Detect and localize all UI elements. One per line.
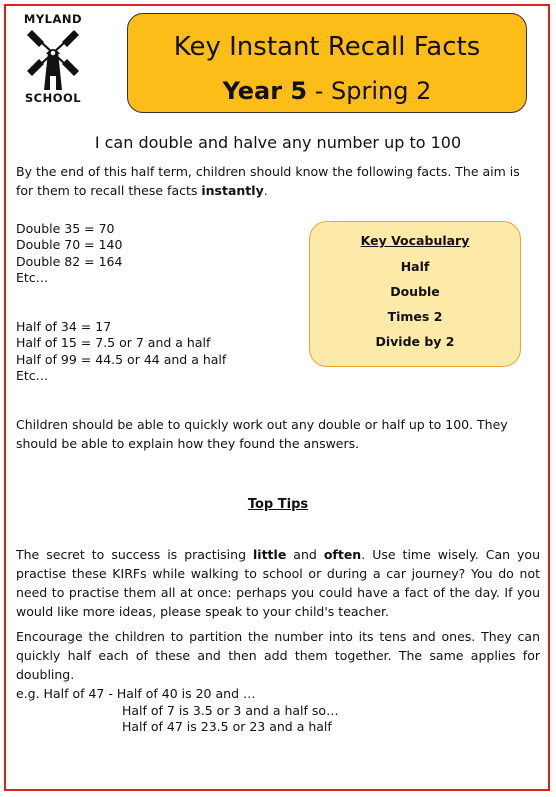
- intro-text: By the end of this half term, children should know the following facts. The aim is for them to recall these facts: [16, 164, 520, 198]
- vocabulary-item: Times 2: [387, 309, 443, 324]
- example-line: e.g. Half of 47 - Half of 40 is 20 and …: [16, 686, 256, 701]
- page-subtitle: [128, 77, 526, 105]
- title-dash: -: [307, 77, 332, 105]
- learning-objective: I can double and halve any number up to 100: [94, 133, 462, 152]
- vocabulary-title: Key Vocabulary: [360, 233, 470, 248]
- tips-text: . Use time wisely. Can you practise these KIRFs while walking to school or during a car journey? You do not need to practise them all at once: perhaps you could have a fact of the day. If you would like more ideas, please speak to your child's teacher.: [16, 547, 541, 619]
- windmill-icon: [22, 24, 84, 90]
- school-logo: [14, 12, 92, 108]
- tips-bold-often: often: [323, 547, 362, 562]
- intro-end: .: [263, 183, 268, 198]
- top-tips-heading: Top Tips: [247, 497, 309, 512]
- title-box: [127, 13, 527, 113]
- key-vocabulary-box: [309, 221, 521, 367]
- partition-paragraph: Encourage the children to partition the number into its tens and ones. They can quickly half each of these and then add them together. The same applies for doubling.: [16, 629, 540, 682]
- example-line: Half of 47 is 23.5 or 23 and a half: [122, 719, 332, 734]
- summary-paragraph: Children should be able to quickly work out any double or half up to 100. They should be able to explain how they found the answers.: [16, 417, 508, 451]
- tips-paragraph: [16, 545, 540, 621]
- half-fact: Half of 15 = 7.5 or 7 and a half: [16, 335, 211, 350]
- half-fact: Half of 99 = 44.5 or 44 and a half: [16, 352, 227, 367]
- tips-bold-little: little: [253, 547, 287, 562]
- half-fact: Etc…: [16, 368, 49, 383]
- half-fact: Half of 34 = 17: [16, 319, 112, 334]
- double-fact: Double 35 = 70: [16, 221, 115, 236]
- double-fact: Double 82 = 164: [16, 254, 123, 269]
- double-fact: Etc…: [16, 270, 49, 285]
- page-title: Key Instant Recall Facts: [173, 32, 481, 62]
- tips-text: The secret to success is practising: [16, 547, 254, 562]
- term-label: Spring 2: [331, 77, 432, 105]
- vocabulary-item: Double: [390, 284, 440, 299]
- logo-top-text: MYLAND: [23, 12, 83, 26]
- tips-text: and: [286, 547, 324, 562]
- logo-bottom-text: SCHOOL: [24, 91, 82, 105]
- vocabulary-item: Divide by 2: [375, 334, 455, 349]
- example-line: Half of 7 is 3.5 or 3 and a half so…: [122, 703, 339, 718]
- vocabulary-item: Half: [400, 259, 430, 274]
- double-fact: Double 70 = 140: [16, 237, 123, 252]
- year-label: Year 5: [222, 77, 308, 105]
- intro-paragraph: [16, 162, 540, 200]
- intro-bold: instantly: [201, 183, 264, 198]
